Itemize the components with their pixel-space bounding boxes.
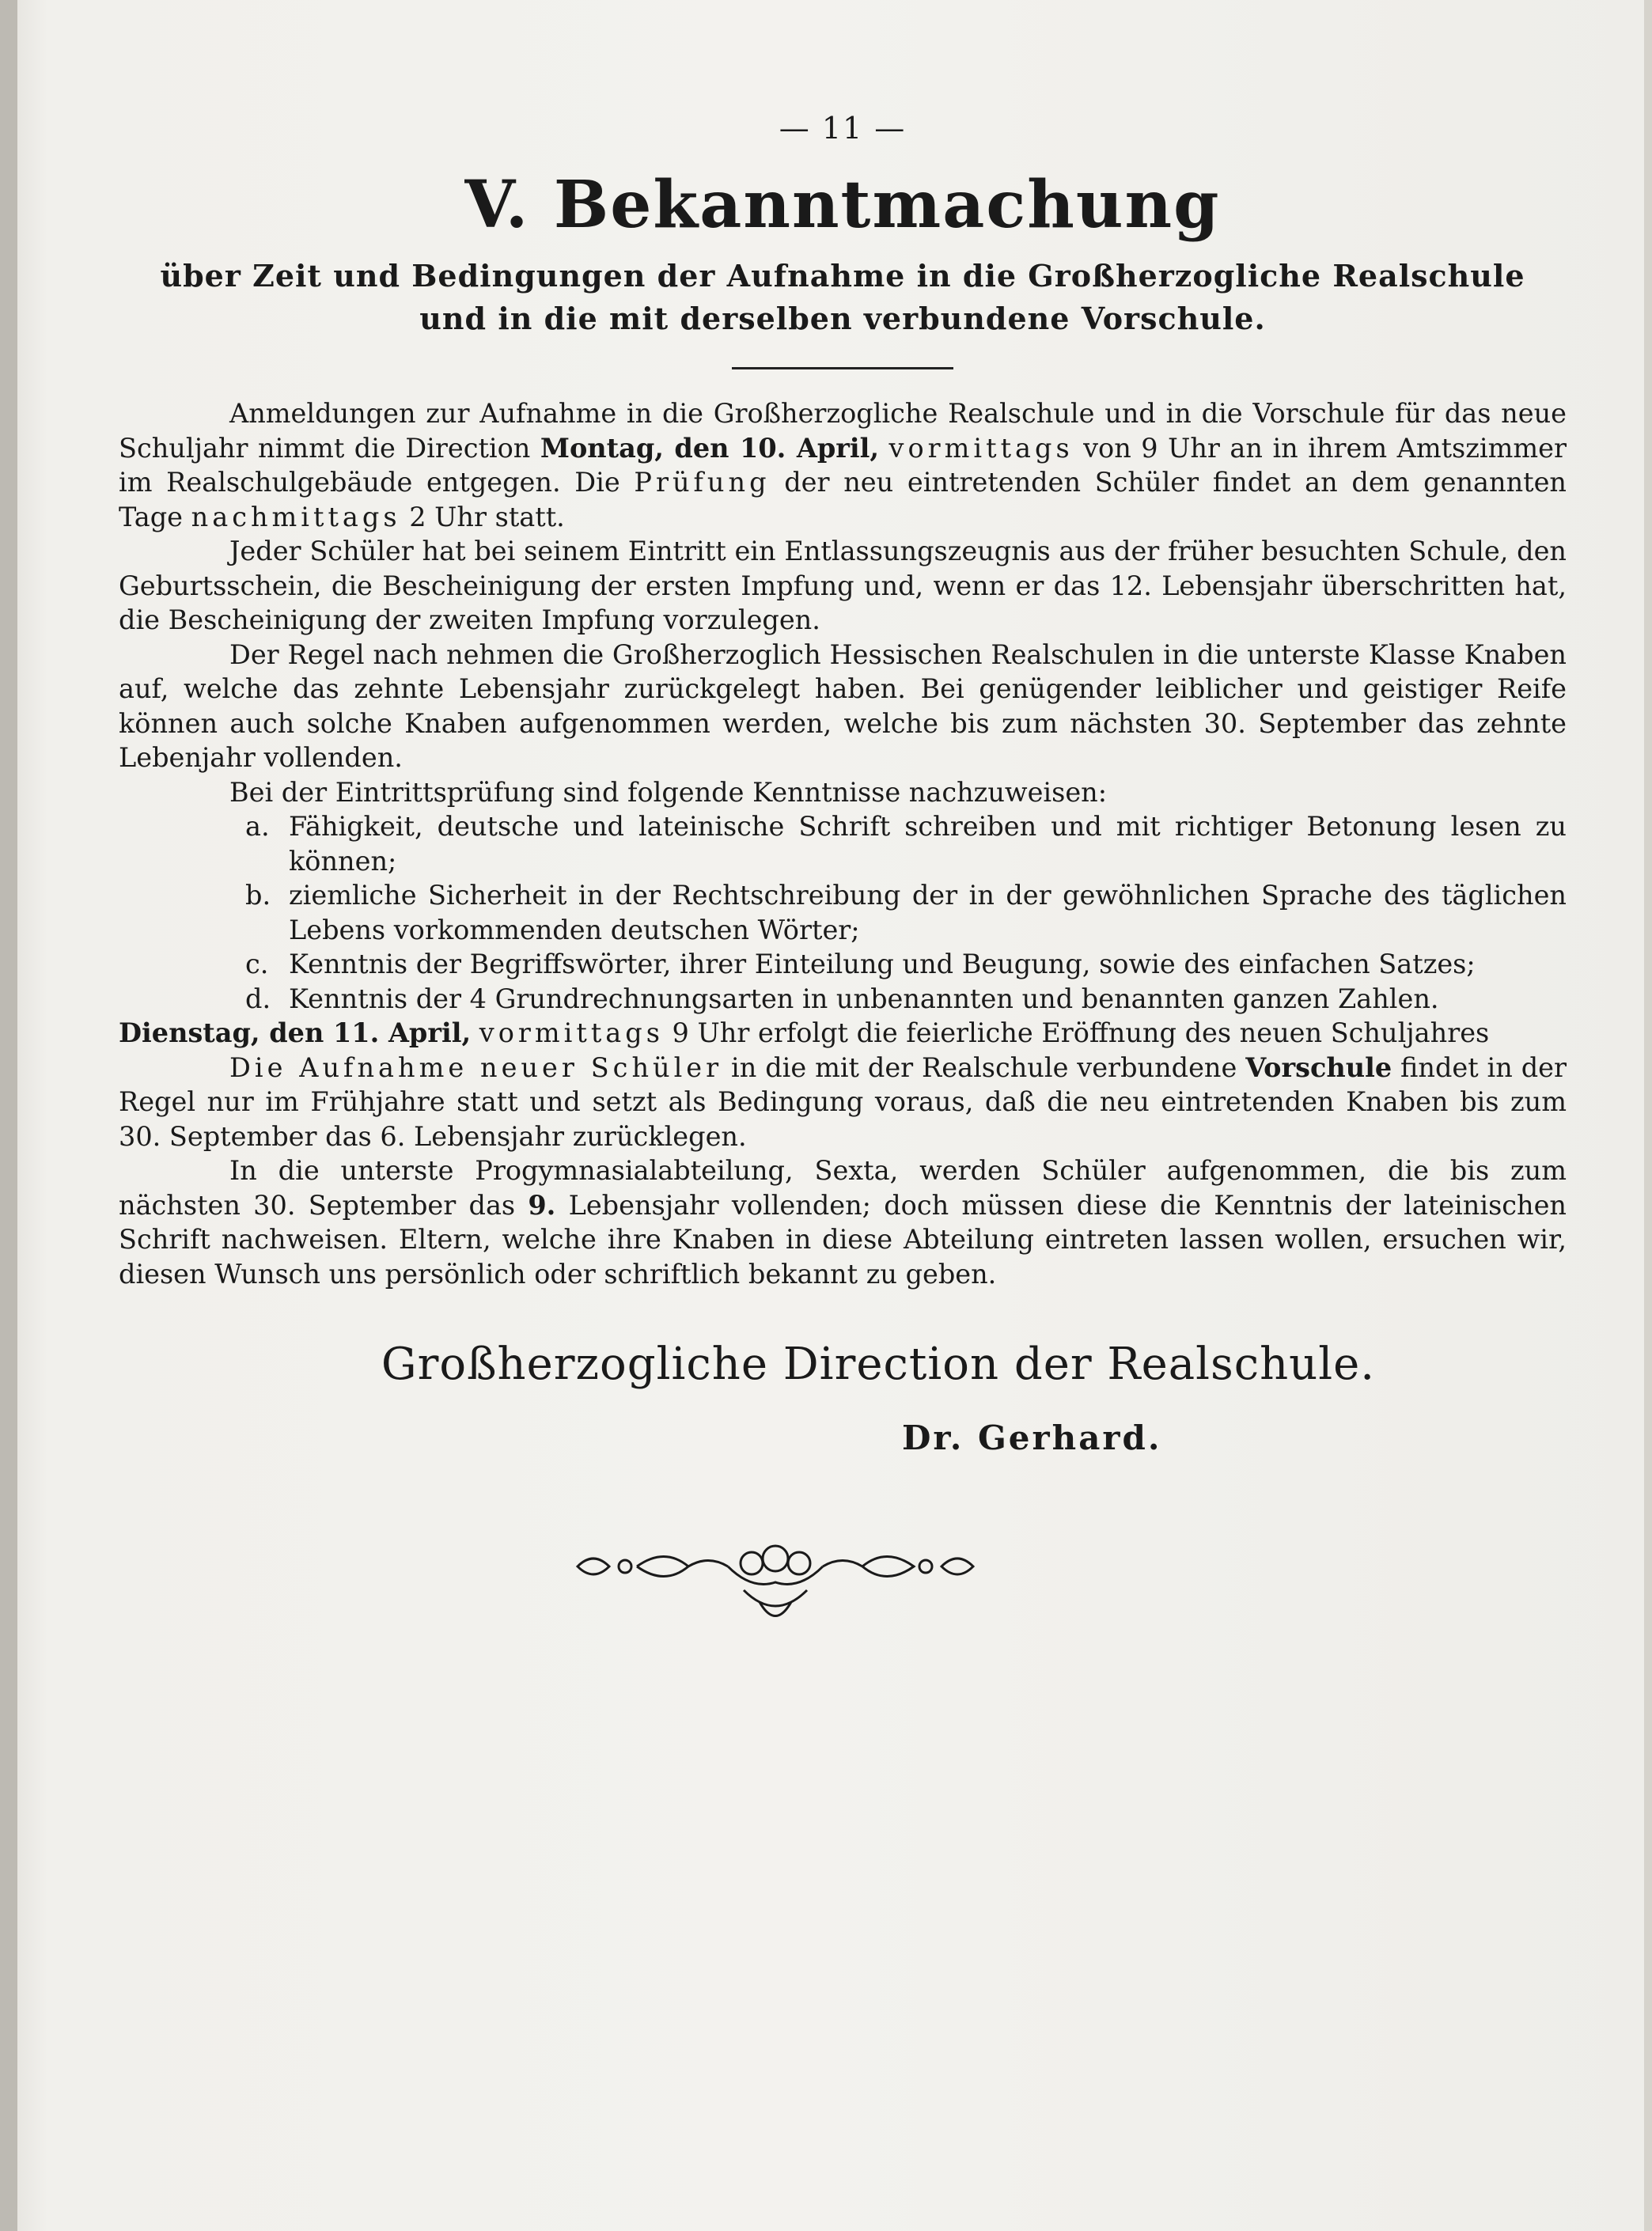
list-item-text: Kenntnis der Begriffswörter, ihrer Einteilung und Beugung, sowie des einfachen Satzes; bbox=[289, 949, 1476, 979]
emphasis-afternoon: nachmittags bbox=[191, 501, 401, 532]
text-run: von 9 Uhr an in ihrem Amtszimmer im Realschulgebäude entgegen. Die bbox=[119, 432, 1567, 498]
paragraph-preschool bbox=[119, 1051, 1567, 1154]
subtitle-line-2: und in die mit derselben verbundene Vorschule. bbox=[419, 301, 1266, 336]
text-run: findet in der Regel nur im Frühjahre statt und setzt als Bedingung voraus, daß die neu eintretenden Knaben bis zum 30. September das 6. Lebensjahr zurücklegen. bbox=[119, 1051, 1567, 1152]
emphasis-morning: vormittags bbox=[889, 432, 1074, 464]
emphasis-morning: vormittags bbox=[479, 1017, 664, 1048]
signer-name: Dr. Gerhard. bbox=[902, 1419, 1162, 1457]
list-item-text: Kenntnis der 4 Grundrechnungsarten in unbenannten und benannten ganzen Zahlen. bbox=[289, 983, 1439, 1014]
signature-institution: Großherzogliche Direction der Realschule. bbox=[381, 1339, 1376, 1390]
list-item-text: Fähigkeit, deutsche und lateinische Schrift schreiben und mit richtiger Betonung lesen zu können; bbox=[289, 811, 1567, 877]
text-run bbox=[879, 433, 889, 464]
text-run: Anmeldungen zur Aufnahme in die Großherzogliche Realschule und in die Vorschule für das neue Schuljahr nimmt die Direction bbox=[119, 398, 1567, 464]
page-edge-shadow bbox=[0, 0, 17, 2231]
ornament-flourish-icon bbox=[570, 1543, 981, 1638]
paragraph-sexta bbox=[119, 1153, 1567, 1291]
text-run: der neu eintretenden Schüler findet an dem genannten Tage bbox=[119, 467, 1567, 532]
list-marker: c. bbox=[245, 949, 269, 979]
list-item-text: ziemliche Sicherheit in der Rechtschreibung der in der gewöhnlichen Sprache des täglichen Lebens vorkommenden deutschen Wörter; bbox=[289, 880, 1567, 945]
list-item bbox=[119, 809, 1567, 878]
announcement-title: V. Bekanntmachung bbox=[464, 167, 1221, 243]
text-run: in die mit der Realschule verbundene bbox=[722, 1051, 1246, 1083]
text-run: In die unterste Progymnasialabteilung, Sexta, werden Schüler aufgenommen, die bis zum nächsten 30. September das bbox=[119, 1155, 1567, 1221]
body-text bbox=[119, 396, 1567, 1291]
paragraph-documents: Jeder Schüler hat bei seinem Eintritt ein Entlassungszeugnis aus der früher besuchten Schule, den Geburtsschein, die Bescheinigung der ersten Impfung und, wenn er das 12. Lebensjahr überschritten hat, die Bescheinigung der zweiten Impfung vorzulegen. bbox=[119, 536, 1567, 635]
paragraph-exam-requirements: Bei der Eintrittsprüfung sind folgende Kenntnisse nachzuweisen: bbox=[229, 776, 1108, 808]
subtitle-line-1: über Zeit und Bedingungen der Aufnahme in die Großherzogliche Realschule bbox=[160, 258, 1525, 294]
text-run: Lebensjahr vollenden; doch müssen diese die Kenntnis der lateinischen Schrift nachweisen. Eltern, welche ihre Knaben in diese Abteilung eintreten lassen wollen, ersuchen wir, diesen Wunsch uns persönlich oder schriftlich bekannt zu geben. bbox=[119, 1189, 1567, 1290]
text-run: 2 Uhr statt. bbox=[400, 501, 565, 532]
document-content bbox=[119, 111, 1567, 1457]
title-divider bbox=[732, 367, 953, 369]
emphasis-ninth: 9. bbox=[528, 1189, 556, 1221]
list-item bbox=[119, 878, 1567, 947]
list-item bbox=[119, 982, 1567, 1017]
list-marker: d. bbox=[245, 983, 271, 1014]
list-marker: b. bbox=[245, 880, 271, 911]
page-number: — 11 — bbox=[779, 111, 907, 146]
emphasis-exam: Prüfung bbox=[634, 467, 771, 498]
page-edge-right bbox=[1644, 0, 1652, 2231]
emphasis-preschool: Vorschule bbox=[1245, 1051, 1392, 1083]
requirements-list bbox=[119, 809, 1567, 1016]
date-monday: Montag, den 10. April, bbox=[540, 432, 880, 464]
paragraph-age-rule: Der Regel nach nehmen die Großherzoglich Hessischen Realschulen in die unterste Klasse Knaben auf, welche das zehnte Lebensjahr zurückgelegt haben. Bei genügender leiblicher und geistiger Reife können auch solche Knaben aufgenommen werden, welche bis zum nächsten 30. September das zehnte Lebenjahr vollenden. bbox=[119, 638, 1567, 773]
list-marker: a. bbox=[245, 811, 270, 842]
paragraph-registration bbox=[119, 396, 1567, 534]
paragraph-opening bbox=[119, 1016, 1567, 1051]
text-run: 9 Uhr erfolgt die feierliche Eröffnung des neuen Schuljahres bbox=[663, 1017, 1490, 1048]
list-item bbox=[119, 947, 1567, 982]
emphasis-admission: Die Aufnahme neuer Schüler bbox=[229, 1051, 723, 1083]
date-tuesday: Dienstag, den 11. April, bbox=[119, 1017, 472, 1048]
text-run bbox=[471, 1017, 479, 1048]
